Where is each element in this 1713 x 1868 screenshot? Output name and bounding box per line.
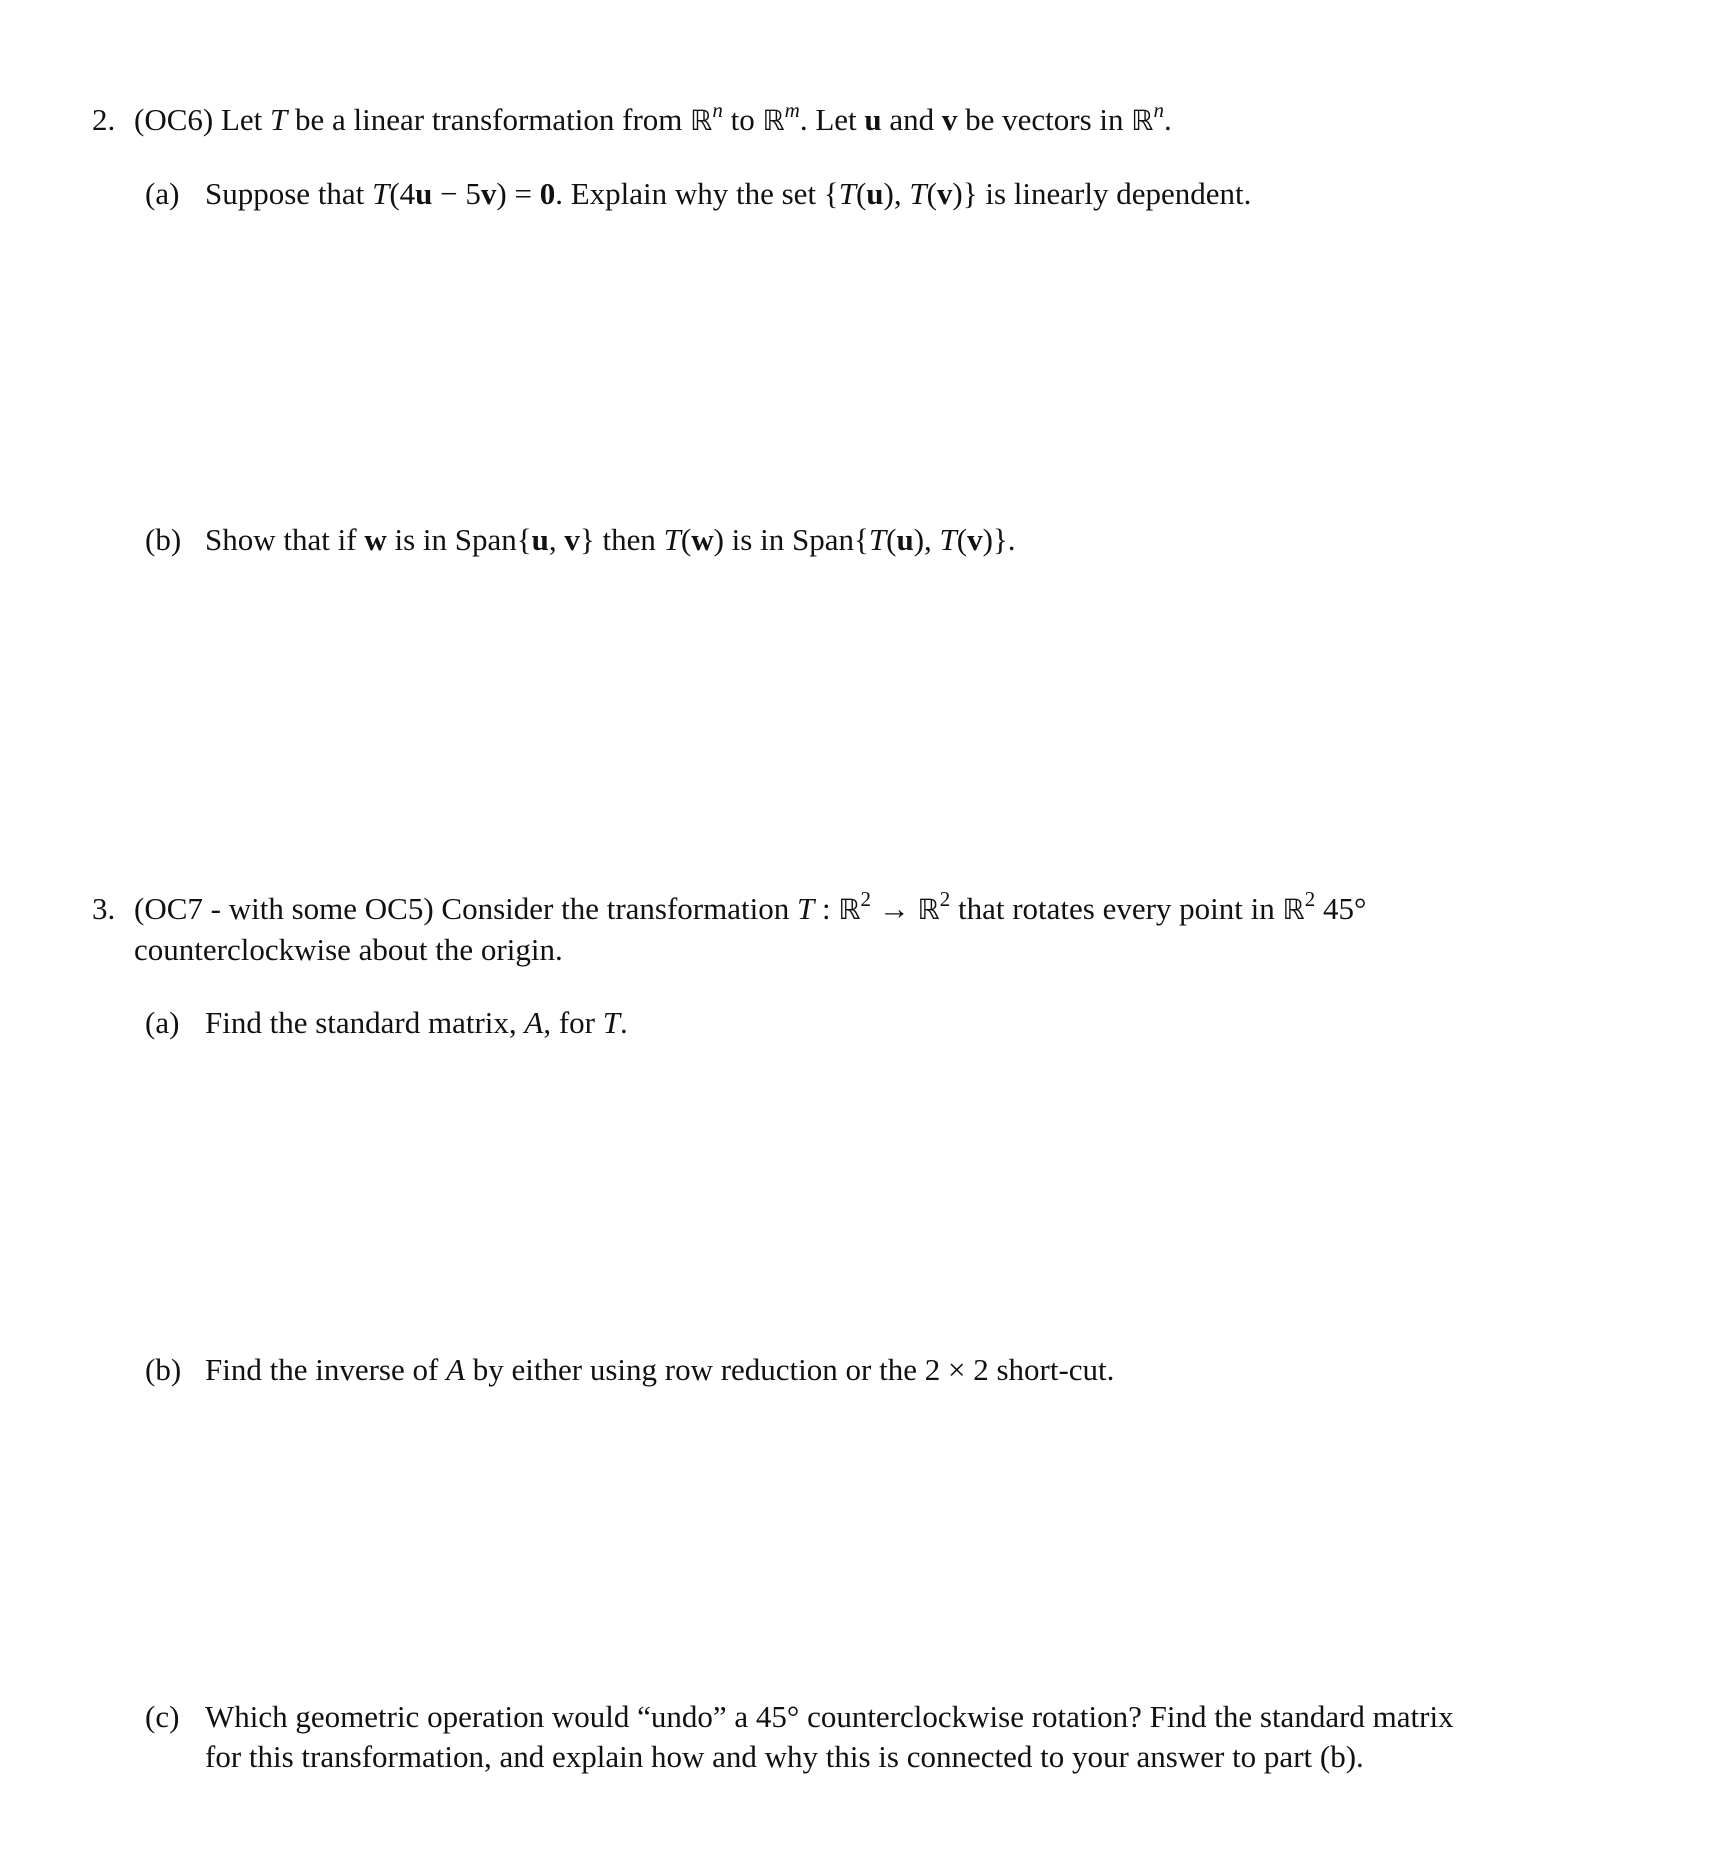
problem-number: 3. bbox=[92, 891, 116, 926]
part-label: (b) bbox=[145, 522, 182, 557]
problem-3-intro: 3. (OC7 - with some OC5) Consider the transformation T : ℝ$^2$ → ℝ$^2$ that rotates every point in ℝ$^2$ 45° counterclockwise about the origin. bbox=[92, 887, 1367, 967]
problem-number: 2. bbox=[92, 102, 116, 137]
problem-3a: (a) Find the standard matrix, A, for T. bbox=[145, 1003, 628, 1043]
problem-3b: (b) Find the inverse of A by either using row reduction or the 2 × 2 short-cut. bbox=[145, 1350, 1114, 1390]
problem-2-intro: 2. (OC6) Let T be a linear transformation from ℝ$^n$ to ℝ$^m$. Let u and v be vectors in ℝ$^n$. bbox=[92, 100, 1172, 141]
problem-3c: (c) Which geometric operation would “undo” a 45° counterclockwise rotation? Find the standard matrix for this transformation, and explain how and why this is connected to your answer to part (b). bbox=[145, 1699, 1454, 1774]
problem-2a: (a) Suppose that T(4u − 5v) = 0. Explain why the set {T(u), T(v)} is linearly dependent. bbox=[145, 174, 1251, 214]
part-label: (a) bbox=[145, 176, 180, 211]
part-label: (c) bbox=[145, 1699, 180, 1734]
part-label: (a) bbox=[145, 1005, 180, 1040]
part-label: (b) bbox=[145, 1352, 182, 1387]
problem-2b: (b) Show that if w is in Span{u, v} then T(w) is in Span{T(u), T(v)}. bbox=[145, 520, 1016, 560]
